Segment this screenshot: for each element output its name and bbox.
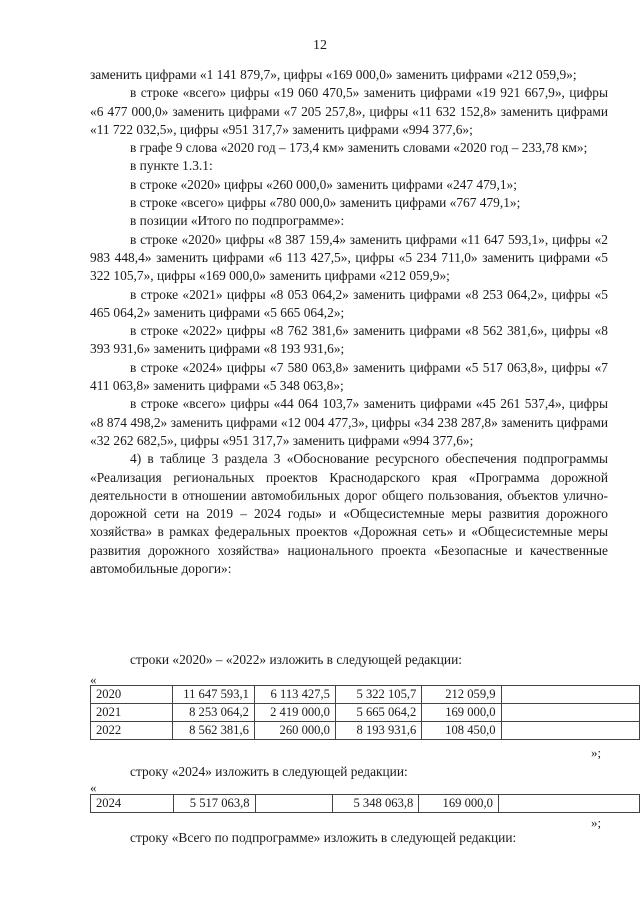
paragraph: в строке «2021» цифры «8 053 064,2» заменить цифрами «8 253 064,2», цифры «5 465 064,2» заменить цифрами «5 665 064,2»;: [90, 286, 608, 320]
table-cell: [498, 795, 639, 813]
instruction-row-total: строку «Всего по подпрограмме» изложить в следующей редакции:: [130, 830, 517, 845]
paragraph: в позиции «Итого по подпрограмме»:: [130, 213, 345, 229]
amend-table-2020-2022: [90, 685, 640, 740]
instruction-row-2024: строку «2024» изложить в следующей редакции:: [130, 764, 408, 779]
table-cell: 2024: [91, 795, 174, 813]
paragraph: 4) в таблице 3 раздела 3 «Обоснование ресурсного обеспечения подпрограммы «Реализация региональных проектов Краснодарского края «Программа дорожной деятельности в отношении автомобильных дорог общего пользования, объектов улично-дорожной сети на 2019 – 2024 годы» и «Общесистемные меры развития дорожного хозяйства» в рамках федеральных проектов «Дорожная сеть» и «Общесистемные меры развития дорожного хозяйства» национального проекта «Безопасные и качественные автомобильные дороги»:: [90, 451, 608, 577]
table-cell: 8 193 931,6: [335, 722, 421, 740]
paragraph: в строке «всего» цифры «19 060 470,5» заменить цифрами «19 921 667,9», цифры «6 477 000,0» заменить цифрами «7 205 257,8», цифры «11 632 152,8» заменить цифрами «11 722 032,5», цифры «951 317,7» заменить цифрами «994 377,6»;: [90, 85, 608, 137]
page-number: 12: [313, 38, 327, 53]
table-cell: 11 647 593,1: [173, 686, 255, 704]
quote-close: »;: [591, 745, 602, 760]
table-cell: [501, 704, 639, 722]
table-cell: [501, 686, 639, 704]
table-row: [91, 704, 640, 722]
table-row: [91, 686, 640, 704]
table-cell: 2022: [91, 722, 173, 740]
quote-open: «: [90, 780, 97, 795]
table-cell: 2021: [91, 704, 173, 722]
table-cell: 5 348 063,8: [332, 795, 419, 813]
amend-table-2024: [90, 794, 640, 813]
table-cell: 5 517 063,8: [174, 795, 255, 813]
table-cell: 8 253 064,2: [173, 704, 255, 722]
table-cell: 8 562 381,6: [173, 722, 255, 740]
table-cell: 5 322 105,7: [335, 686, 421, 704]
paragraph: в строке «всего» цифры «780 000,0» заменить цифрами «767 479,1»;: [130, 195, 521, 211]
document-body: [90, 66, 608, 578]
table-cell: 169 000,0: [419, 795, 499, 813]
quote-open: «: [90, 672, 97, 687]
quote-close: »;: [591, 815, 602, 830]
paragraph: в строке «2020» цифры «260 000,0» заменить цифрами «247 479,1»;: [130, 176, 517, 192]
table-row: [91, 722, 640, 740]
table-cell: 5 665 064,2: [335, 704, 421, 722]
paragraph: в строке «2024» цифры «7 580 063,8» заменить цифрами «5 517 063,8», цифры «7 411 063,8» заменить цифрами «5 348 063,8»;: [90, 359, 608, 394]
paragraph: в пункте 1.3.1:: [130, 158, 213, 174]
paragraph: в строке «2020» цифры «8 387 159,4» заменить цифрами «11 647 593,1», цифры «2 983 448,4» заменить цифрами «6 113 427,5», цифры «5 234 711,0» заменить цифрами «5 322 105,7», цифры «169 000,0» заменить цифрами «212 059,9»;: [90, 231, 608, 284]
table-cell: 2 419 000,0: [254, 704, 335, 722]
paragraph: в строке «2022» цифры «8 762 381,6» заменить цифрами «8 562 381,6», цифры «8 393 931,6» заменить цифрами «8 193 931,6»;: [90, 323, 608, 357]
instruction-rows-2020-2022: строки «2020» – «2022» изложить в следующей редакции:: [130, 652, 462, 667]
table-cell: [255, 795, 332, 813]
table-cell: 212 059,9: [422, 686, 501, 704]
table-cell: [501, 722, 639, 740]
table-cell: 108 450,0: [422, 722, 501, 740]
table-cell: 6 113 427,5: [254, 686, 335, 704]
table-cell: 2020: [91, 686, 173, 704]
table-row: [91, 795, 640, 813]
paragraph: в графе 9 слова «2020 год – 173,4 км» заменить словами «2020 год – 233,78 км»;: [130, 140, 588, 156]
paragraph: в строке «всего» цифры «44 064 103,7» заменить цифрами «45 261 537,4», цифры «8 874 498,2» заменить цифрами «12 004 477,3», цифры «34 238 287,8» заменить цифрами «32 262 682,5», цифры «951 317,7» заменить цифрами «994 377,6»;: [90, 396, 608, 448]
table-cell: 169 000,0: [422, 704, 501, 722]
paragraph: заменить цифрами «1 141 879,7», цифры «169 000,0» заменить цифрами «212 059,9»;: [90, 67, 577, 82]
table-cell: 260 000,0: [254, 722, 335, 740]
